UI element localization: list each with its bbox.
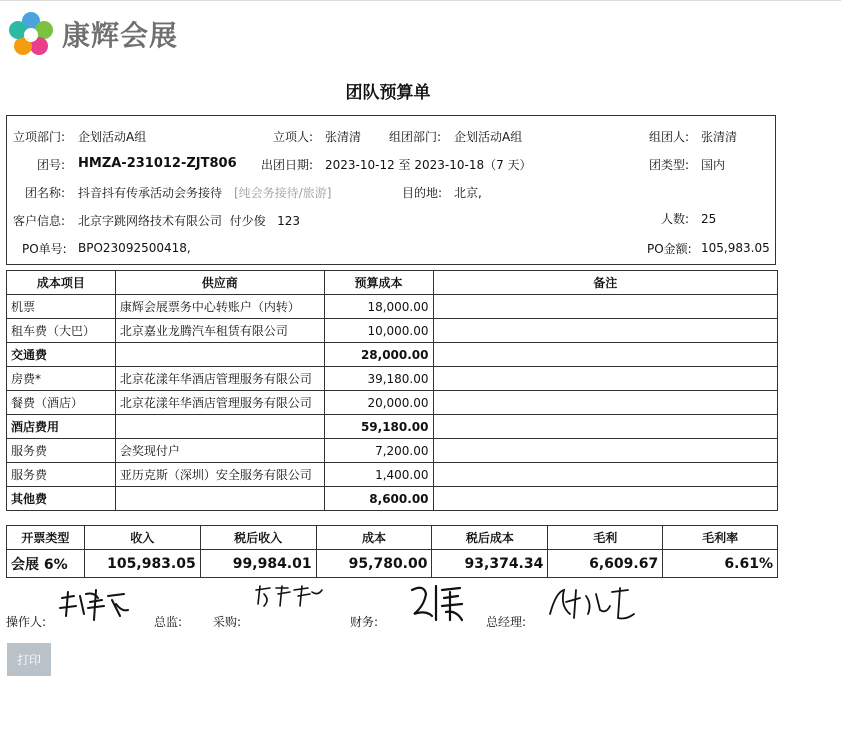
po-amount-value: 105,983.05	[701, 241, 770, 255]
row-supplier	[115, 415, 324, 439]
operator-label: 操作人:	[6, 615, 47, 629]
row-note	[433, 295, 777, 319]
dest-label: 目的地:	[402, 186, 443, 200]
top-divider	[0, 0, 841, 1]
type-value: 国内	[701, 158, 726, 172]
operator-signature	[58, 586, 130, 624]
row-note	[433, 463, 777, 487]
summary-cost: 95,780.00	[316, 550, 432, 578]
row-note	[433, 319, 777, 343]
purchase-label: 采购:	[213, 615, 242, 629]
cost-table-header	[7, 271, 778, 295]
gm-signature	[546, 584, 638, 624]
row-item: 租车费（大巴）	[7, 319, 116, 343]
row-item: 房费*	[7, 367, 116, 391]
row-cost: 8,600.00	[324, 487, 433, 511]
count-value: 25	[701, 212, 717, 226]
subtotal-row	[7, 415, 778, 439]
row-note	[433, 487, 777, 511]
finance-label: 财务:	[350, 615, 379, 629]
po-label: PO单号:	[22, 242, 67, 256]
row-item: 机票	[7, 295, 116, 319]
table-row	[7, 391, 778, 415]
gm-label: 总经理:	[486, 615, 527, 629]
col-header-supplier: 供应商	[115, 271, 324, 295]
summary-invoice-type: 会展 6%	[7, 550, 85, 578]
row-supplier: 康辉会展票务中心转账户（内转）	[115, 295, 324, 319]
finance-signature	[406, 580, 468, 624]
cost-table	[6, 270, 778, 511]
summary-income: 105,983.05	[84, 550, 200, 578]
signature-row	[6, 580, 776, 630]
row-supplier: 亚历克斯（深圳）安全服务有限公司	[115, 463, 324, 487]
table-row	[7, 295, 778, 319]
row-note	[433, 367, 777, 391]
purchase-signature	[252, 582, 324, 610]
row-cost: 10,000.00	[324, 319, 433, 343]
row-item: 酒店费用	[7, 415, 116, 439]
row-supplier	[115, 343, 324, 367]
summary-net-cost: 93,374.34	[432, 550, 548, 578]
name-label: 团名称:	[25, 186, 66, 200]
group-person-value: 张清清	[701, 130, 738, 144]
row-item: 交通费	[7, 343, 116, 367]
summary-net-income: 99,984.01	[200, 550, 316, 578]
row-supplier: 北京花漾年华酒店管理服务有限公司	[115, 391, 324, 415]
page-title: 团队预算单	[345, 83, 431, 103]
client-value: 北京字跳网络技术有限公司 付少俊 123	[78, 214, 300, 228]
group-dept-value: 企划活动A组	[454, 130, 523, 144]
row-note	[433, 343, 777, 367]
count-label: 人数:	[661, 212, 690, 226]
row-supplier: 北京嘉业龙腾汽车租赁有限公司	[115, 319, 324, 343]
group-no-value: HMZA-231012-ZJT806	[78, 156, 237, 171]
client-label: 客户信息:	[13, 214, 66, 228]
group-person-label: 组团人:	[649, 130, 690, 144]
type-label: 团类型:	[649, 158, 690, 172]
col-header-cost: 预算成本	[324, 271, 433, 295]
row-item: 其他费	[7, 487, 116, 511]
summary-header-invoice-type: 开票类型	[7, 526, 85, 550]
row-cost: 39,180.00	[324, 367, 433, 391]
brand-name: 康辉会展	[62, 19, 179, 52]
col-header-item: 成本项目	[7, 271, 116, 295]
subtotal-row	[7, 343, 778, 367]
row-cost: 18,000.00	[324, 295, 433, 319]
summary-header-net-cost: 税后成本	[432, 526, 548, 550]
summary-values-row	[7, 550, 778, 578]
row-cost: 1,400.00	[324, 463, 433, 487]
row-cost: 7,200.00	[324, 439, 433, 463]
table-row	[7, 463, 778, 487]
date-label: 出团日期:	[261, 158, 314, 172]
row-item: 服务费	[7, 463, 116, 487]
group-dept-label: 组团部门:	[389, 130, 442, 144]
row-cost: 59,180.00	[324, 415, 433, 439]
po-amount-label: PO金额:	[647, 242, 692, 256]
initiator-value: 张清清	[325, 130, 362, 144]
row-supplier: 北京花漾年华酒店管理服务有限公司	[115, 367, 324, 391]
table-row	[7, 367, 778, 391]
initiator-label: 立项人:	[273, 130, 314, 144]
dest-value: 北京,	[454, 186, 482, 200]
table-row	[7, 319, 778, 343]
group-no-label: 团号:	[37, 158, 66, 172]
summary-header-gross-profit: 毛利	[548, 526, 663, 550]
row-item: 服务费	[7, 439, 116, 463]
summary-table	[6, 525, 778, 578]
row-item: 餐费（酒店）	[7, 391, 116, 415]
name-value: 抖音抖有传承活动会务接待	[78, 186, 223, 200]
brand-flower-icon	[8, 11, 54, 57]
name-tag: [纯会务接待/旅游]	[234, 186, 332, 200]
summary-header-income: 收入	[84, 526, 200, 550]
row-cost: 20,000.00	[324, 391, 433, 415]
col-header-note: 备注	[433, 271, 777, 295]
summary-header	[7, 526, 778, 550]
row-supplier: 会奖现付户	[115, 439, 324, 463]
subtotal-row	[7, 487, 778, 511]
summary-header-net-income: 税后收入	[200, 526, 316, 550]
dept-value: 企划活动A组	[78, 130, 147, 144]
team-info-panel	[6, 115, 776, 265]
row-note	[433, 415, 777, 439]
summary-header-gross-margin: 毛利率	[663, 526, 778, 550]
summary-gross-margin: 6.61%	[663, 550, 778, 578]
table-row	[7, 439, 778, 463]
brand-logo	[8, 11, 178, 57]
summary-gross-profit: 6,609.67	[548, 550, 663, 578]
print-button[interactable]: 打印	[7, 643, 51, 676]
row-note	[433, 439, 777, 463]
summary-header-cost: 成本	[316, 526, 432, 550]
dept-label: 立项部门:	[13, 130, 66, 144]
date-value: 2023-10-12 至 2023-10-18（7 天）	[325, 158, 532, 172]
row-cost: 28,000.00	[324, 343, 433, 367]
row-supplier	[115, 487, 324, 511]
row-note	[433, 391, 777, 415]
po-value: BPO23092500418,	[78, 241, 191, 255]
director-label: 总监:	[154, 615, 183, 629]
